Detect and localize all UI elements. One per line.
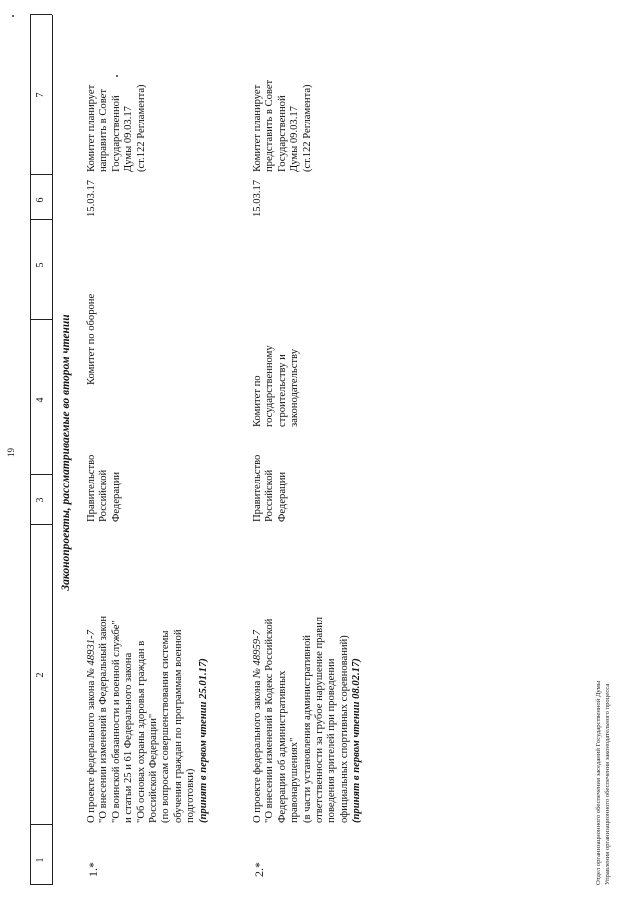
bill-line: Федерации об административных [276, 670, 288, 823]
header-divider [30, 824, 52, 825]
bill-intro: О проекте федерального закона № 48931-7 [86, 630, 97, 823]
bill-registration-number: № 48931-7 [86, 630, 97, 679]
note-line: (ст.122 Регламента) [135, 84, 147, 172]
header-divider [30, 884, 52, 885]
consideration-date: 15.03.17 [252, 179, 263, 217]
bill-line: обучения граждан по программам военной [172, 629, 184, 823]
column-number: 7 [35, 92, 46, 98]
bill-line: (по вопросам совершенствования системы [160, 630, 172, 823]
note-line: Государственной [276, 95, 288, 172]
note-line: Думы 09.03.17 [123, 106, 135, 172]
bill-line: подготовки) [185, 768, 197, 823]
committee-line: строительству и [276, 354, 288, 427]
note-line: Комитет планирует [86, 84, 97, 172]
footer-line: Отдел организационного обеспечения заседаний Государственной Думы [595, 680, 602, 885]
responsible-committee [252, 345, 302, 427]
committee-note [86, 84, 148, 172]
committee-line: законодательству [289, 349, 301, 427]
column-number: 6 [35, 197, 46, 203]
initiator [86, 455, 123, 522]
column-number: 3 [35, 497, 46, 503]
header-divider [30, 319, 52, 320]
initiator-line: Федерации [276, 471, 288, 522]
row-number: 1.* [86, 862, 100, 877]
initiator-line: Правительство [252, 454, 263, 522]
committee-line: государственному [264, 345, 276, 427]
bill-line: "О внесении изменений в Кодекс Российской [264, 618, 276, 823]
bill-line: Российской Федерации" [148, 713, 160, 823]
column-number: 1 [35, 857, 46, 863]
initiator-line: Российской [264, 469, 276, 522]
bill-registration-number: № 48959-7 [252, 630, 263, 679]
bill-description [252, 617, 364, 823]
bill-line: поведения зрителей при проведении [326, 658, 338, 823]
bill-line: "О воинской обязанности и военной службе" [110, 620, 122, 823]
header-divider [30, 219, 52, 220]
footer-line: Управления организационного обеспечения законодательного процесса [603, 683, 611, 885]
note-line: (ст.122 Регламента) [301, 84, 313, 172]
initiator-line: Российской [98, 469, 110, 522]
header-bottom-border [52, 15, 53, 885]
note-line: направить в Совет [98, 89, 110, 172]
note-line: Думы 09.03.17 [289, 106, 301, 172]
bill-line: и статьи 25 и 61 Федерального закона [123, 652, 135, 823]
bill-line: ответственности за грубое нарушение правил [314, 616, 326, 823]
header-divider [30, 524, 52, 525]
bill-status: (принят в первом чтении 08.02.17) [351, 658, 363, 823]
header-top-border [30, 15, 31, 885]
header-divider [30, 14, 52, 15]
initiator-line: Федерации [110, 471, 122, 522]
column-number: 2 [35, 672, 46, 678]
responsible-committee [86, 294, 98, 385]
bill-line: "Об основах охраны здоровья граждан в [135, 640, 147, 823]
note-line: представить в Совет [264, 79, 276, 172]
scan-speck [12, 15, 14, 17]
bill-line: (в части установления административной [301, 635, 313, 823]
note-line: Государственной [110, 95, 122, 172]
note-line: Комитет планирует [252, 84, 263, 172]
bill-line: правонарушениях" [289, 737, 301, 823]
footer-department [595, 681, 612, 885]
bill-intro: О проекте федерального закона № 48959-7 [252, 630, 263, 823]
section-title: Законопроекты, рассматриваемые во втором чтении [60, 314, 72, 591]
committee-line: Комитет по обороне [86, 293, 97, 385]
header-divider [30, 174, 52, 175]
bill-description [86, 616, 210, 823]
row-number: 2.* [252, 862, 266, 877]
consideration-date: 15.03.17 [86, 179, 97, 217]
bill-line: "О внесении изменений в Федеральный закон [98, 615, 110, 823]
page-number: 19 [6, 448, 16, 457]
bill-status: (принят в первом чтении 25.01.17) [197, 658, 209, 823]
committee-note [252, 80, 314, 172]
column-number: 4 [35, 397, 46, 403]
header-divider [30, 474, 52, 475]
committee-line: Комитет по [252, 375, 263, 427]
initiator-line: Правительство [86, 454, 97, 522]
bill-line: официальных спортивных соревнований) [338, 635, 350, 823]
column-number: 5 [35, 262, 46, 268]
initiator [252, 455, 289, 522]
scan-speck [116, 75, 118, 77]
